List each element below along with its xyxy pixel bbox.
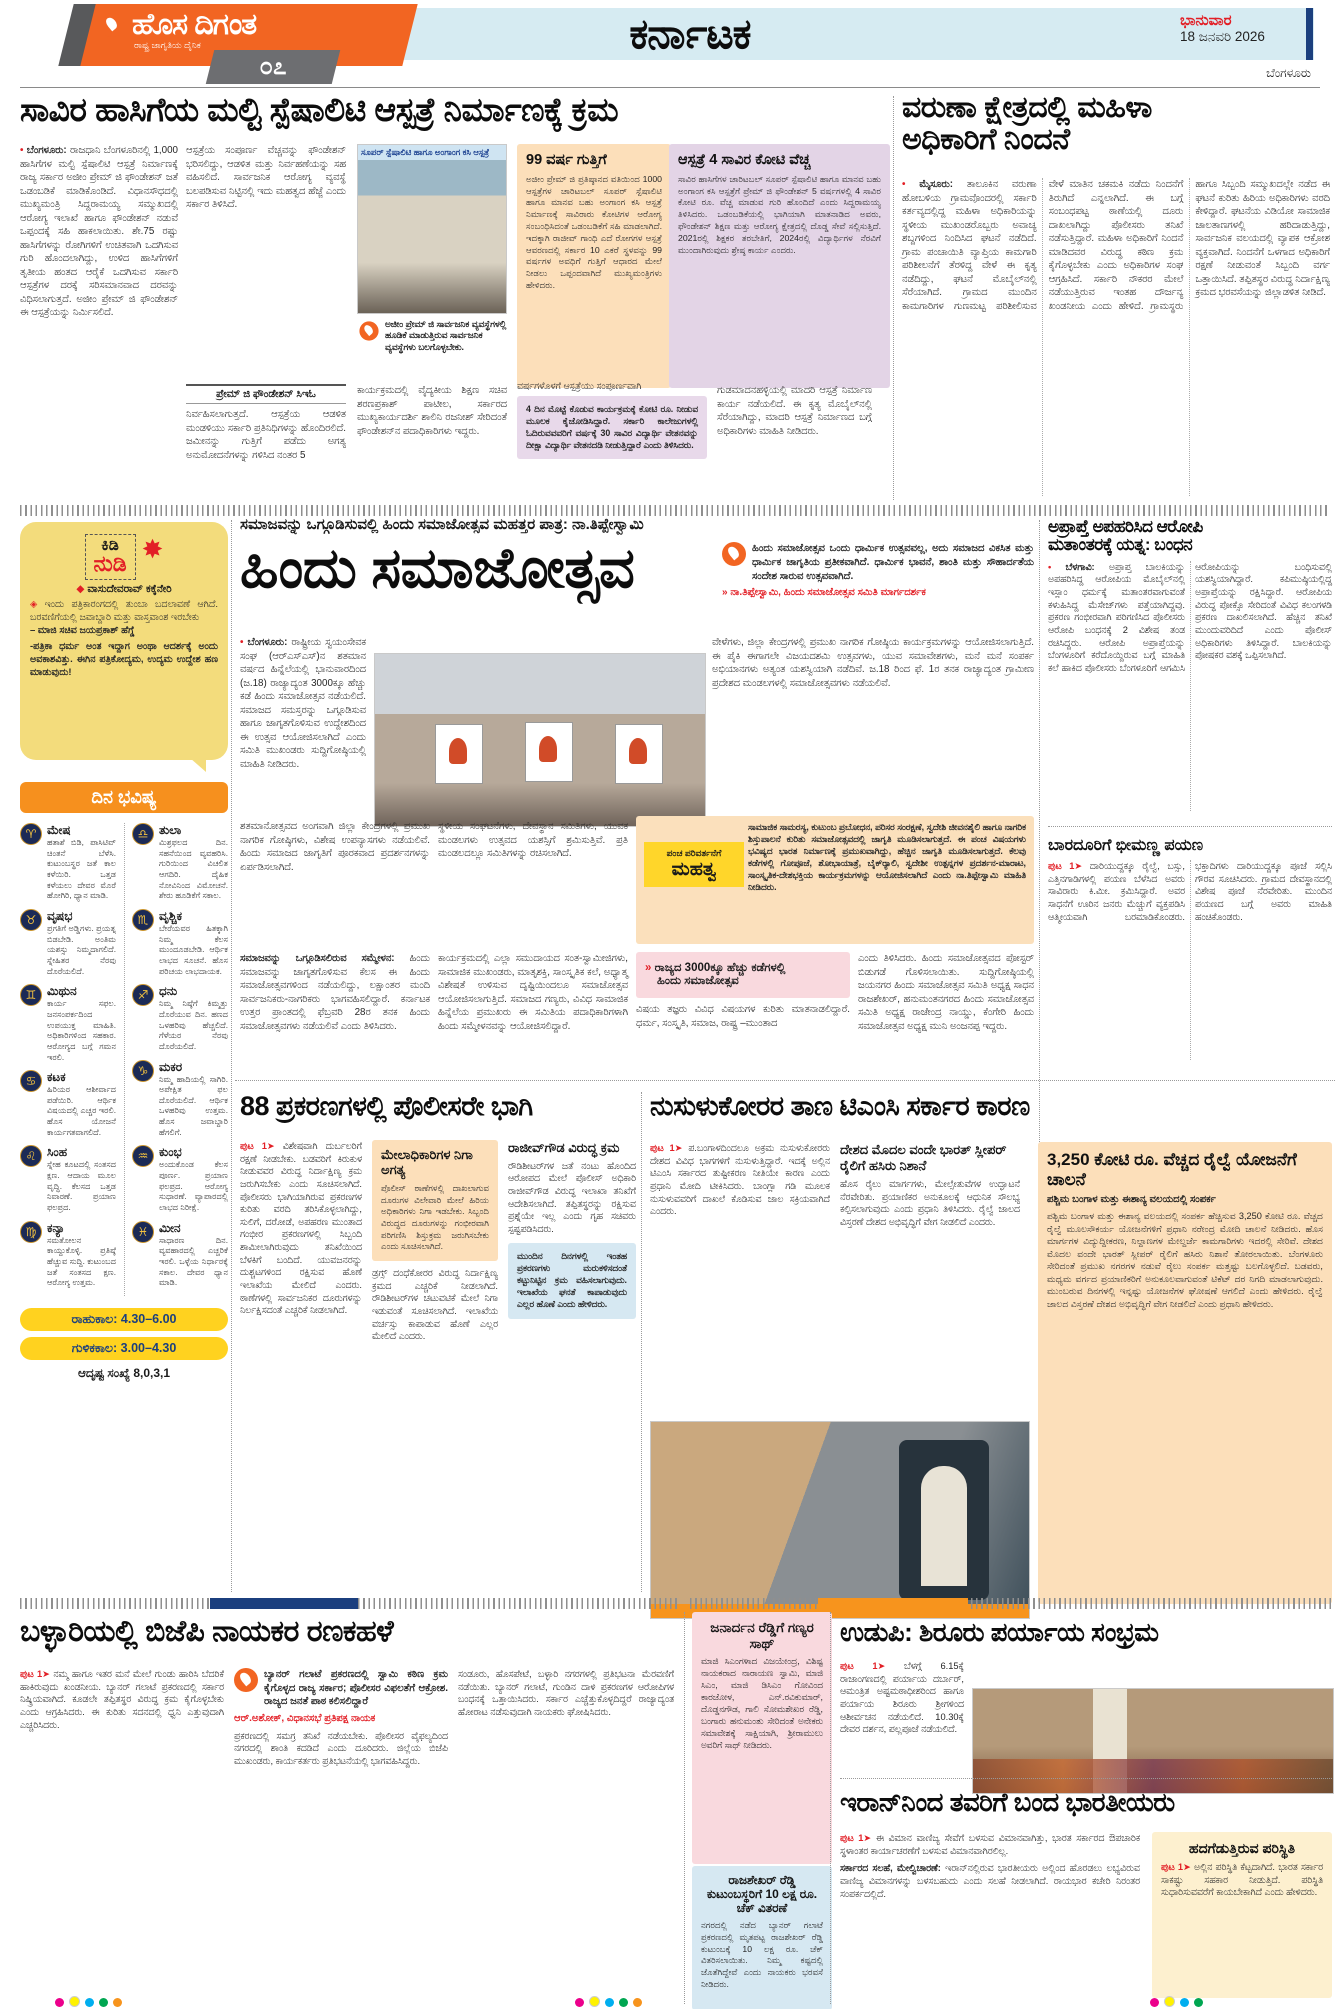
police88-col2: ಮೇಲಾಧಿಕಾರಿಗಳ ನಿಗಾ ಅಗತ್ಯ ಪೊಲೀಸ್ ಠಾಣೆಗಳಲ್ಲಿ ದಾಖಲಾಗುವ ದೂರುಗಳ ವಿಲೇವಾರಿ ಮೇಲೆ ಹಿರಿಯ ಅಧಿಕಾರಿಗಳು ನಿಗಾ ಇಡಬೇಕು. ಸಿಬ್ಬಂದಿ ವಿರುದ್ಧದ ದೂರುಗಳನ್ನು ಗಂಭೀರವಾಗಿ ಪರಿಗಣಿಸಿ ಶಿಸ್ತುಕ್ರಮ ಜರುಗಿಸಬೇಕು ಎಂದು ಸೂಚಿಸಲಾಗಿದೆ. ಡ್ರಗ್ಸ್ ದಂಧೆಕೋರರ ವಿರುದ್ಧ ನಿರ್ದಾಕ್ಷಿಣ್ಯ ಕ್ರಮದ ಎಚ್ಚರಿಕೆ ನೀಡಲಾಗಿದೆ. ರೌಡಿಶೀಟರ್‌ಗಳ ಚಟುವಟಿಕೆ ಮೇಲೆ ನಿಗಾ ಇಡುವಂತೆ ಸೂಚಿಸಲಾಗಿದೆ. ಇಲಾಖೆಯ ವರ್ಚಸ್ಸು ಕಾಪಾಡುವ ಹೊಣೆ ಎಲ್ಲರ ಮೇಲಿದೆ ಎಂದರು. [372,1140,498,1343]
reddy-cheque-title: ರಾಜಶೇಖರ್ ರೆಡ್ಡಿ ಕುಟುಂಬಸ್ಥರಿಗೆ 10 ಲಕ್ಷ ರೂ. ಚೆಕ್ ವಿತರಣೆ [706,1873,818,1915]
article-varuna [902,92,1330,504]
section-divider [20,505,1330,516]
article-tmc [650,1092,1332,1592]
hospital-ceo-attrib: ಪ್ರೇಮ್ ಜಿ ಫೌಂಡೇಶನ್ ಸಿಇಓ ನಿರ್ವಹಿಸಲಾಗುತ್ತದೆ. ಆಸ್ಪತ್ರೆಯ ಆಡಳಿತ ಮಂಡಳಿಯು ಸರ್ಕಾರಿ ಪ್ರತಿನಿಧಿಗಳನ್ನು ಹೊಂದಿರಲಿದೆ. ಜಮೀನನ್ನು ಗುತ್ತಿಗೆ ಪಡೆದು ಅಗತ್ಯ ಅನುಮೋದನೆಗಳನ್ನು ಗಳಿಸಿದ ನಂತರ 5 [186,384,346,462]
bellary-headline: ಬಳ್ಳಾರಿಯಲ್ಲಿ ಬಿಜೆಪಿ ನಾಯಕರ ರಣಕಹಳೆ [20,1615,394,1648]
lucky-number: ಆದೃಷ್ಟ ಸಂಖ್ಯೆ 8,0,3,1 [77,1366,171,1380]
bellary-col2: ಪ್ರಕರಣದಲ್ಲಿ ಸಮಗ್ರ ತನಿಖೆ ನಡೆಯಬೇಕು. ಪೊಲೀಸರ ವೈಫಲ್ಯದಿಂದ ನಗರದಲ್ಲಿ ಶಾಂತಿ ಕದಡಿದೆ ಎಂದು ದೂರಿದರು. ಜಿಲ್ಲೆಯ ಬಿಜೆಪಿ ಮುಖಂಡರು, ಕಾರ್ಯಕರ್ತರು ಪ್ರತಿಭಟನೆಯಲ್ಲಿ ಭಾಗವಹಿಸಿದ್ದರು. [234,1730,448,1767]
sagittarius-icon: ♐ [132,984,154,1006]
masthead [0,0,1339,88]
police88-headline: 88 ಪ್ರಕರಣಗಳಲ್ಲಿ ಪೊಲೀಸರೇ ಭಾಗಿ [240,1091,533,1121]
samajotsava-headline: ಹಿಂದು ಸಮಾಜೋತ್ಸವ [240,536,635,599]
samajotsava-sub1: ಸಮಾಜವನ್ನು ಒಗ್ಗೂಡಿಸಲಿರುವ ಸಮ್ಮೇಳನ: ಹಿಂದು ಸಮಾಜವನ್ನು ಜಾಗೃತಗೊಳಿಸುವ ಕೆಲಸ ಈ ಹಿಂದು ಸಮಾಜೋತ್ಸವಗಳಿಂದ ನಡೆಯಲಿದ್ದು, ಲಕ್ಷಾಂತರ ಮಂದಿ ಸಾರ್ವಜನಿಕರು-ನಾಗರಿಕರು ಭಾಗವಹಿಸಲಿದ್ದಾರೆ. ಕರ್ನಾಟಕ ಉತ್ತರ ಪ್ರಾಂತದಲ್ಲಿ ಫೆಬ್ರವರಿ 28ರ ತನಕ ಹಿಂದು ಸಮಾಜೋತ್ಸವಗಳು ನಡೆಯಲಿವೆ ಎಂದು ತಿಳಿಸಿದರು. [240,953,430,1032]
box-99-body: ಅಜೀಂ ಪ್ರೇಮ್ ಜಿ ಪ್ರತಿಷ್ಠಾನದ ವತಿಯಿಂದ 1000 ಆಸ್ಪತ್ರೆಗಳ ಚಾರಿಟಬಲ್ ಸೂಪರ್ ಸ್ಪೆಷಾಲಿಟಿ ಹಾಗೂ ಮಾನವ ಬಹು ಅಂಗಾಂಗ ಕಸಿ ಆಸ್ಪತ್ರೆ ನಿರ್ಮಾಣಕ್ಕೆ ಸಾವಿರಾರು ಕೋಟಿಗಳ ಆರೋಗ್ಯ ಸಂಬಂಧಿಸಿದಂತೆ ಒಡಂಬಡಿಕೆಗೆ ಸಹಿ ಮಾಡಲಾಗಿದೆ. ಇದಕ್ಕಾಗಿ ರಾಜೀವ್ ಗಾಂಧಿ ಎದೆ ರೋಗಗಳ ಆಸ್ಪತ್ರೆ ಆವರಣದಲ್ಲಿ ಸರ್ಕಾರ 10 ಎಕರೆ ಸ್ಥಳವನ್ನು 99 ವರ್ಷಗಳ ಅವಧಿಗೆ ಗುತ್ತಿಗೆ ಆಧಾರದ ಮೇಲೆ ನೀಡಲು ಒಪ್ಪಂದವಾಗಿದೆ ಮುಖ್ಯಮಂತ್ರಿಗಳು ಹೇಳಿದರು. [526,173,662,291]
box-4000-body: ಸಾವಿರ ಹಾಸಿಗೆಗಳ ಚಾರಿಟಬಲ್ ಸೂಪರ್ ಸ್ಪೆಷಾಲಿಟಿ ಹಾಗೂ ಮಾನವ ಬಹು ಅಂಗಾಂಗ ಕಸಿ ಆಸ್ಪತ್ರೆಗೆ ಪ್ರೇಮ್ ಜಿ ಫೌಂಡೇಶನ್ 5 ವರ್ಷಗಳಲ್ಲಿ 4 ಸಾವಿರ ಕೋಟಿ ರೂ. ವೆಚ್ಚ ಮಾಡುವ ಗುರಿ ಹೊಂದಿದೆ ಎಂದು ಸಿದ್ದರಾಮಯ್ಯ ತಿಳಿಸಿದರು. ಒಡಂಬಡಿಕೆಯಲ್ಲಿ ಭಾಗಿಯಾಗಿ ಮಾತನಾಡಿದ ಅವರು, ಫೌಂಡೇಶನ್ ಶಿಕ್ಷಣ ಮತ್ತು ಆರೋಗ್ಯ ಕ್ಷೇತ್ರದಲ್ಲಿ ದೊಡ್ಡ ಸೇವೆ ಸಲ್ಲಿಸುತ್ತಿದೆ. 2021ರಲ್ಲಿ ಶಿಕ್ಷಕರ ತರಬೇತಿಗೆ, 2024ರಲ್ಲಿ ವಿದ್ಯಾರ್ಥಿಗಳ ನೆರವಿಗೆ ಮುಂದಾಗಿರುವುದು ಶ್ರೇಷ್ಠ ಕಾರ್ಯ ಎಂದರು. [678,173,881,255]
pisces-icon: ♓ [132,1221,154,1243]
rahu-kala: ರಾಹುಕಾಲ: 4.30–6.00 [20,1308,228,1331]
egg-note-text: 4 ದಿನ ಮೊಟ್ಟೆ ಕೊಡುವ ಕಾರ್ಯಕ್ರಮಕ್ಕೆ ಕೋಟಿ ರೂ. ನೀಡುವ ಮೂಲಕ ಕೈಜೋಡಿಸಿದ್ದಾರೆ. ಸರ್ಕಾರಿ ಕಾಲೇಜುಗಳಲ್ಲಿ ಓದಿರುವವವರಿಗೆ ವರ್ಷಕ್ಕೆ 30 ಸಾವಿರ ವಿದ್ಯಾರ್ಥಿ ವೇತನವನ್ನು ದೀಕ್ಷಾ ವಿದ್ಯಾರ್ಥಿ ವೇತನದಡಿ ನೀಡುತ್ತಿದ್ದಾರೆ ಎಂದು ತಿಳಿಸಿದರು. [526,403,698,450]
diamond-icon: ◈ [30,599,45,610]
bellary-callout-by: ಆರ್.ಅಶೋಕ್, ವಿಧಾನಸಭೆ ಪ್ರತಿಪಕ್ಷ ನಾಯಕ [234,1712,376,1724]
bheemanna-body: ದಾರಿಯುದ್ದಕ್ಕೂ ರೈಲ್ವೆ, ಬಸ್ಸು, ಎತ್ತಿನಗಾಡಿಗಳಲ್ಲಿ ಪಯಣ ಬೆಳೆಸಿದ ಅವರು ಸಾವಿರಾರು ಕಿ.ಮೀ. ಕ್ರಮಿಸಿದ್ದಾರೆ. ಅವರ ಸಾಧನೆಗೆ ಊರಿನ ಜನರು ಮೆಚ್ಚುಗೆ ವ್ಯಕ್ತಪಡಿಸಿ ಆತ್ಮೀಯವಾಗಿ ಬರಮಾಡಿಕೊಂಡರು. ಭಕ್ತಾದಿಗಳು ದಾರಿಯುದ್ದಕ್ಕೂ ಪೂಜೆ ಸಲ್ಲಿಸಿ ಗೌರವ ಸೂಚಿಸಿದರು. ಗ್ರಾಮದ ದೇವಸ್ಥಾನದಲ್ಲಿ ವಿಶೇಷ ಪೂಜೆ ನೆರವೇರಿತು. ಮುಂದಿನ ಪಯಣದ ಬಗ್ಗೆ ಅವರು ಮಾಹಿತಿ ಹಂಚಿಕೊಂಡರು. [1048,861,1332,922]
kidi-author: ◆ ವಾಸುದೇವರಾವ್ ಕಕ್ಕೆನೇರಿ [76,583,172,595]
hospital-headline: ಸಾವಿರ ಹಾಸಿಗೆಯ ಮಲ್ಟಿ ಸ್ಪೆಷಾಲಿಟಿ ಆಸ್ಪತ್ರೆ ನಿರ್ಮಾಣಕ್ಕೆ ಕ್ರಮ [20,91,619,128]
date-label: 18 ಜನವರಿ 2026 [1180,29,1265,44]
box-99-title: 99 ವರ್ಷ ಗುತ್ತಿಗೆ [526,152,607,168]
zodiac-item: ♎ ತುಲಾ ಮಿಶ್ರಫಲದ ದಿನ. ಸಹನೆಯಿಂದ ವ್ಯವಹರಿಸಿ. ಗುರಿಯಿಂದ ವಿಚಲಿತ ಆಗದಿರಿ. ದೈಹಿಕ ನೋವಿನಿಂದ ವಿಮೋಚನೆ. ಶೇರು ಹೂಡಿಕೆಗೆ ಸಕಾಲ. [132,823,228,902]
samajotsava-intro: ಹಿಂದು ಸಮಾಜೋತ್ಸವ ಒಂದು ಧಾರ್ಮಿಕ ಉತ್ಸವವಲ್ಲ, ಅದು ಸಮಾಜದ ವಿಕಸಿತ ಮತ್ತು ಧಾರ್ಮಿಕ ಜಾಗೃತಿಯ ಪ್ರತೀಕವಾಗಿದೆ. ಧಾರ್ಮಿಕ ಭಾವನೆ, ಶಾಂತಿ ಮತ್ತು ಸೌಹಾರ್ದತೆಯ ಸಂದೇಶ ಸಾರುವ ಉತ್ಸವವಾಗಿದೆ. » ನಾ.ತಿಪ್ಪೇಸ್ವಾಮಿ, ಹಿಂದು ಸಮಾಜೋತ್ಸವ ಸಮಿತಿ ಮಾರ್ಗದರ್ಶಕ [722,543,1034,599]
mahatva-label: ಪಂಚ ಪರಿವರ್ತನೆಗೆ ಮಹತ್ವ [644,842,744,887]
col-separator [231,520,232,1592]
paper-tagline: ರಾಷ್ಟ್ರ ಜಾಗೃತಿಯ ದೈನಿಕ [134,40,201,50]
article-bellary [20,1616,678,2002]
photo-hospital-mou [357,144,507,314]
poster-mark [539,736,557,762]
box-4000-title: ಆಸ್ಪತ್ರೆ 4 ಸಾವಿರ ಕೋಟಿ ವೆಚ್ಚ [678,152,811,168]
kidi-nudi-box [20,522,228,760]
gemini-icon: ♊ [20,984,42,1006]
libra-icon: ♎ [132,823,154,845]
leo-icon: ♌ [20,1145,42,1167]
iran-subhead: ಸರ್ಕಾರದ ಸಲಹೆ, ಮೇಲ್ವಿಚಾರಣೆ: [840,1863,941,1874]
samajotsava-mid1: ಶತಮಾನೋತ್ಸವದ ಅಂಗವಾಗಿ ಜಿಲ್ಲಾ ಕೇಂದ್ರಗಳಲ್ಲಿ ಪ್ರಮುಖ ನಾಗರಿಕ ಗೋಷ್ಠಿಗಳು, ವಿಶೇಷ ಉಪನ್ಯಾಸಗಳು ನಡೆಯಲಿವೆ. ಹಿಂದು ಸಮಾಜದ ಜಾಗೃತಿಗೆ ಪೂರಕವಾದ ಪ್ರದರ್ಶನಗಳನ್ನು ಏರ್ಪಡಿಸಲಾಗಿದೆ. [240,821,430,873]
rule [1048,826,1332,827]
flame-icon [234,1668,258,1692]
mahatva-banner [636,816,1034,944]
rule [235,1080,1335,1081]
varuna-headline: ವರುಣಾ ಕ್ಷೇತ್ರದಲ್ಲಿ ಮಹಿಳಾ ಅಧಿಕಾರಿಗೆ ನಿಂದನೆ [902,91,1152,157]
samajotsava-mid2: ಸ್ಥಳೀಯ ಸಂಘಟನೆಗಳು, ದೇವಸ್ಥಾನ ಸಮಿತಿಗಳು, ಯುವಕ ಮಂಡಲಗಳು ಉತ್ಸವದ ಯಶಸ್ಸಿಗೆ ಶ್ರಮಿಸುತ್ತಿವೆ. ಪ್ರತಿ ಮಂಡಲದಲ್ಲೂ ಸಮಿತಿಗಳನ್ನು ರಚಿಸಲಾಗಿದೆ. [438,821,628,860]
divider-orange-segment [818,1598,968,1609]
sidebar [20,522,228,1380]
iran-headline: ಇರಾನ್‌ನಿಂದ ತವರಿಗೆ ಬಂದ ಭಾರತೀಯರು [840,1787,1175,1817]
zodiac-item: ♑ ಮಕರ ನಿಮ್ಮ ಹಾದಿಯಲ್ಲಿ ಸಾಗಿರಿ. ಅಪೇಕ್ಷಿತ ಫಲ ದೊರೆಯಲಿದೆ. ಆರ್ಥಿಕ ಒಳಹರಿವು ಉತ್ತಮ. ಹೊಸ ಜವಾಬ್ದಾರಿ ಹೆಗಲಿಗೆ. [132,1060,228,1139]
aquarius-icon: ♒ [132,1145,154,1167]
reddy-support-title: ಜನಾರ್ದನ ರೆಡ್ಡಿಗೆ ಗಣ್ಯರ ಸಾಥ್ [710,1620,814,1651]
article-police88 [240,1092,636,1592]
bottom-divider-right [690,1598,1335,1609]
registration-dots-right [1150,1994,1208,2009]
box-4000-crore [669,144,890,388]
zodiac-item: ♐ ಧನು ನಿಮ್ಮ ನಿಷ್ಠೆಗೆ ಕಿಮ್ಮತ್ತು ದೊರೆಯುವ ದಿನ. ಹಣದ ಒಳಹರಿವು ಹೆಚ್ಚಲಿದೆ. ಗೆಳೆಯರ ನೆರವು ದೊರೆಯಲಿದೆ. [132,984,228,1052]
bottom-divider-left [20,1598,680,1609]
hospital-dateline: • ಬೆಂಗಳೂರು: [20,145,67,156]
zodiac-item: ♒ ಕುಂಭ ಅಂದುಕೊಂಡ ಕೆಲಸ ಪೂರ್ಣ. ಪ್ರಯಾಣ ಫಲಪ್ರದ. ಆರೋಗ್ಯ ಸುಧಾರಣೆ. ವ್ಯಾಪಾರದಲ್ಲಿ ಲಾಭದ ನಿರೀಕ್ಷೆ. [132,1145,228,1213]
hospital-photo-caption: ಅಜೀಂ ಪ್ರೇಮ್ ಜಿ ಸಾರ್ವಜನಿಕ ವ್ಯವಸ್ಥೆಗಳಲ್ಲಿ ಹೂಡಿಕೆ ಮಾಡುತ್ತಿರುವ ಸಾರ್ವಜನಿಕ ವ್ಯವಸ್ಥೆಗಳು ಬಲಗೊಳ್ಳಬೇಕು. [385,319,507,352]
virgo-icon: ♍ [20,1221,42,1243]
varuna-dateline: • ಮೈಸೂರು: [902,179,953,190]
caption-bullet: » [722,587,728,599]
nudi-title: ನುಡಿ [93,551,127,576]
divider-navy-segment [210,1598,358,1609]
article-kidnap [1048,518,1332,818]
hospital-col2: ಆಸ್ಪತ್ರೆಯ ಸಂಪೂರ್ಣ ವೆಚ್ಚವನ್ನು ಫೌಂಡೇಶನ್ ಭರಿಸಲಿದ್ದು, ಆಡಳಿತ ಮತ್ತು ನಿರ್ವಹಣೆಯನ್ನು ಸಹ ವಹಿಸಲಿದೆ. ಸಾರ್ವಜನಿಕ ಆರೋಗ್ಯ ವ್ಯವಸ್ಥೆ ಬಲಪಡಿಸುವ ನಿಟ್ಟಿನಲ್ಲಿ ಇದು ಮಹತ್ವದ ಹೆಜ್ಜೆ ಎಂದು ಸರ್ಕಾರ ತಿಳಿಸಿದೆ. [186,145,346,211]
photo-samajotsava-pressmeet [374,653,706,827]
box-99-lease [517,144,671,388]
tmc-col2: ದೇಶದ ಮೊದಲ ವಂದೇ ಭಾರತ್ ಸ್ಲೀಪರ್ ರೈಲಿಗೆ ಹಸಿರು ನಿಶಾನೆ ಹೊಸ ರೈಲು ಮಾರ್ಗಗಳು, ಮೇಲ್ಸೇತುವೆಗಳ ಉದ್ಘಾಟನೆ ನೆರವೇರಿತು. ಪ್ರಯಾಣಿಕರ ಅನುಕೂಲಕ್ಕೆ ಆಧುನಿಕ ಸೌಲಭ್ಯ ಕಲ್ಪಿಸಲಾಗುವುದು ಎಂದು ಪ್ರಧಾನಿ ತಿಳಿಸಿದರು. ರೈಲ್ವೆ ಜಾಲದ ವಿಸ್ತರಣೆ ದೇಶದ ಅಭಿವೃದ್ಧಿಗೆ ವೇಗ ನೀಡಲಿದೆ ಎಂದರು. [840,1142,1020,1228]
article-samajotsava [240,516,1034,1076]
police88-col3: ರಾಜೀವ್‌ಗೌಡ ವಿರುದ್ಧ ಕ್ರಮ ರೌಡಿಶೀಟರ್‌ಗಳ ಜತೆ ನಂಟು ಹೊಂದಿದ ಆರೋಪದ ಮೇಲೆ ಪೊಲೀಸ್ ಅಧಿಕಾರಿ ರಾಜೀವ್‌ಗೌಡ ವಿರುದ್ಧ ಇಲಾಖಾ ತನಿಖೆಗೆ ಆದೇಶಿಸಲಾಗಿದೆ. ತಪ್ಪಿತಸ್ಥರನ್ನು ರಕ್ಷಿಸುವ ಪ್ರಶ್ನೆಯೇ ಇಲ್ಲ ಎಂದು ಗೃಹ ಸಚಿವರು ಸ್ಪಷ್ಟಪಡಿಸಿದರು. ಮುಂದಿನ ದಿನಗಳಲ್ಲಿ ಇಂತಹ ಪ್ರಕರಣಗಳು ಮರುಕಳಿಸದಂತೆ ಕಟ್ಟುನಿಟ್ಟಿನ ಕ್ರಮ ವಹಿಸಲಾಗುವುದು. ಇಲಾಖೆಯ ಘನತೆ ಕಾಪಾಡುವುದು ಎಲ್ಲರ ಹೊಣೆ ಎಂದು ಹೇಳಿದರು. [508,1140,636,1319]
samajotsava-col1: • ಬೆಂಗಳೂರು: ರಾಷ್ಟ್ರೀಯ ಸ್ವಯಂಸೇವಕ ಸಂಘ (ಆರ್‌ಎಸ್‌ಎಸ್)ನ ಶತಮಾನ ವರ್ಷದ ಹಿನ್ನೆಲೆಯಲ್ಲಿ ಭಾನುವಾರದಿಂದ (ಜ.18) ರಾಜ್ಯಾದ್ಯಂತ 3000ಕ್ಕೂ ಹೆಚ್ಚು ಕಡೆ ಹಿಂದು ಸಮಾಜೋತ್ಸವ ನಡೆಯಲಿದೆ. ಸಮಾಜದ ಸಮಸ್ತರನ್ನು ಒಗ್ಗೂಡಿಸುವ ಹಾಗೂ ಜಾಗೃತಗೊಳಿಸುವ ಉದ್ದೇಶದಿಂದ ಈ ಉತ್ಸವ ಆಯೋಜಿಸಲಾಗಿದೆ ಎಂದು ಸಮಿತಿ ಮುಖಂಡರು ಸುದ್ದಿಗೋಷ್ಠಿಯಲ್ಲಿ ಮಾಹಿತಿ ನೀಡಿದರು. [240,636,366,812]
rule [840,1778,1332,1779]
article-iran [840,1788,1332,2002]
samajotsava-sub4: ಎಂದು ತಿಳಿಸಿದರು. ಹಿಂದು ಸಮಾಜೋತ್ಸವದ ಪೋಸ್ಟರ್ ಬಿಡುಗಡೆ ಗೊಳಿಸಲಾಯಿತು. ಸುದ್ದಿಗೋಷ್ಠಿಯಲ್ಲಿ ಜಯನಗರ ಹಿಂದು ಸಮಾಜೋತ್ಸವ ಸಮಿತಿ ಅಧ್ಯಕ್ಷ ಸಾಧನ ರಾಜಶೇಖರ್, ಹನುಮಂತನಗರದ ಹಿಂದು ಸಮಾಜೋತ್ಸವ ಸಮಿತಿ ಅಧ್ಯಕ್ಷ ರಾಜೇಂದ್ರ ನಾಯ್ಡು, ಕೆಂಗೇರಿ ಹಿಂದು ಸಮಾಜೋತ್ಸವ ಅಧ್ಯಕ್ಷ ಮುನಿ ಅಂಜನಪ್ಪ ಇದ್ದರು. [858,953,1034,1032]
zodiac-item: ♊ ಮಿಥುನ ಕಾರ್ಯ ಸಫಲ. ಜನಸಂಪರ್ಕದಿಂದ ಉಪಯುಕ್ತ ಮಾಹಿತಿ. ಅಧಿಕಾರಿಗಳಿಂದ ಸಹಕಾರ. ಆರೋಗ್ಯದ ಬಗ್ಗೆ ಗಮನ ಇರಲಿ. [20,984,116,1063]
bubble-tail [190,758,206,772]
taurus-icon: ♉ [20,909,42,931]
capricorn-icon: ♑ [132,1060,154,1082]
box-3000-events: » ರಾಜ್ಯದ 3000ಕ್ಕೂ ಹೆಚ್ಚು ಕಡೆಗಳಲ್ಲಿ ಹಿಂದು ಸಮಾಜೋತ್ಸವ [636,952,850,998]
masthead-rule [20,87,1320,88]
hospital-bb3: ವರ್ಷಗಳೊಳಗೆ ಆಸ್ಪತ್ರೆಯು ಸಂಪೂರ್ಣವಾಗಿ 4 ದಿನ ಮೊಟ್ಟೆ ಕೊಡುವ ಕಾರ್ಯಕ್ರಮಕ್ಕೆ ಕೋಟಿ ರೂ. ನೀಡುವ ಮೂಲಕ ಕೈಜೋಡಿಸಿದ್ದಾರೆ. ಸರ್ಕಾರಿ ಕಾಲೇಜುಗಳಲ್ಲಿ ಓದಿರುವವವರಿಗೆ ವರ್ಷಕ್ಕೆ 30 ಸಾವಿರ ವಿದ್ಯಾರ್ಥಿ ವೇತನವನ್ನು ದೀಕ್ಷಾ ವಿದ್ಯಾರ್ಥಿ ವೇತನದಡಿ ನೀಡುತ್ತಿದ್ದಾರೆ ಎಂದು ತಿಳಿಸಿದರು. [517,380,707,459]
col-separator [684,1612,685,2004]
registration-dots-left [55,1994,127,2009]
samajotsava-pinkcol [636,952,850,1030]
box-railway [1038,1142,1332,1604]
zodiac-item: ♏ ವೃಶ್ಚಿಕ ಬೇರೆಯವರ ಹಿತಕ್ಕಾಗಿ ನಿಮ್ಮ ಕೆಲಸ ಮುಂದೂಡಬೇಡಿ. ಆರ್ಥಿಕ ಲಾಭದ ಸೂಚನೆ. ಹೊಸ ಪರಿಚಯ ಲಾಭದಾಯಕ. [132,909,228,977]
aries-icon: ♈ [20,823,42,845]
kidi-title: ಕಿಡಿ [101,537,119,554]
tmc-col1: ಪುಟ 1➤ ಪ.ಬಂಗಾಳದಿಂದಲೂ ಅಕ್ರಮ ನುಸುಳುಕೋರರು ದೇಶದ ವಿವಿಧ ಭಾಗಗಳಿಗೆ ನುಸುಳುತ್ತಿದ್ದಾರೆ. ಇದಕ್ಕೆ ಅಲ್ಲಿನ ಟಿಎಂಸಿ ಸರ್ಕಾರದ ತುಷ್ಟೀಕರಣ ನೀತಿಯೇ ಕಾರಣ ಎಂದು ಪ್ರಧಾನಿ ಮೋದಿ ಟೀಕಿಸಿದರು. ಬಾಂಗ್ಲಾ ಗಡಿ ಮೂಲಕ ನುಸುಳುವವರಿಗೆ ದಾಖಲೆ ಕೊಡಿಸುವ ಜಾಲ ಸಕ್ರಿಯವಾಗಿದೆ ಎಂದರು. [650,1143,830,1217]
hospital-col1: • ಬೆಂಗಳೂರು: ರಾಜಧಾನಿ ಬೆಂಗಳೂರಿನಲ್ಲಿ 1,000 ಹಾಸಿಗೆಗಳ ಮಲ್ಟಿ ಸ್ಪೆಷಾಲಿಟಿ ಆಸ್ಪತ್ರೆ ನಿರ್ಮಾಣಕ್ಕೆ ರಾಜ್ಯ ಸರ್ಕಾರ ಅಜೀಂ ಪ್ರೇಮ್ ಜಿ ಫೌಂಡೇಶನ್ ಜತೆ ಒಡಂಬಡಿಕೆ ಮಾಡಿಕೊಂಡಿದೆ. ವಿಧಾನಸೌಧದಲ್ಲಿ ಮುಖ್ಯಮಂತ್ರಿ ಸಿದ್ದರಾಮಯ್ಯ ಸಮ್ಮುಖದಲ್ಲಿ ಆರೋಗ್ಯ ಇಲಾಖೆ ಹಾಗೂ ಫೌಂಡೇಶನ್ ನಡುವೆ ಒಪ್ಪಂದಕ್ಕೆ ಸಹಿ ಹಾಕಲಾಯಿತು. ಶೇ.75 ರಷ್ಟು ಹಾಸಿಗೆಗಳನ್ನು ರೋಗಿಗಳಿಗೆ ಉಚಿತವಾಗಿ ಒದಗಿಸುವ ಗುರಿ ಹೊಂದಲಾಗಿದ್ದು, ಉಳಿದ ಹಾಸಿಗೆಗಳಿಗೆ ತೃತೀಯ ಹಂತದ ಆರೈಕೆ ಒದಗಿಸುವ ಸರ್ಕಾರಿ ಆಸ್ಪತ್ರೆಗಳ ದರಕ್ಕೆ ಸರಿಸಮಾನವಾದ ದರವನ್ನು ವಿಧಿಸಲಾಗುತ್ತದೆ. ಅಜೀಂ ಪ್ರೇಮ್ ಜಿ ಫೌಂಡೇಶನ್ ಈ ಆಸ್ಪತ್ರೆಯನ್ನು ನಿರ್ಮಿಸಲಿದೆ. [20,144,178,496]
col-separator [830,1612,831,2004]
masthead-band-endbar [1306,8,1313,60]
zodiac-item: ♈ ಮೇಷ ಹತಾಶೆ ಬಿಡಿ, ಪಾಸಿಟಿವ್ ಚಿಂತನೆ ಬೆಳೆಸಿ. ಕುಟುಂಬಸ್ಥರ ಜತೆ ಕಾಲ ಕಳೆಯಿರಿ. ಒತ್ತಡ ಕಳೆಯಲು ದೇವರ ಮೊರೆ ಹೋಗಿರಿ, ಧ್ಯಾನ ಮಾಡಿ. [20,823,116,902]
day-label: ಭಾನುವಾರ [1180,12,1232,29]
hospital-bb2: ಕಾರ್ಯಕ್ರಮದಲ್ಲಿ ವೈದ್ಯಕೀಯ ಶಿಕ್ಷಣ ಸಚಿವ ಶರಣಪ್ರಕಾಶ್ ಪಾಟೀಲ, ಸರ್ಕಾರದ ಮುಖ್ಯಕಾರ್ಯದರ್ಶಿ ಶಾಲಿನಿ ರಜನೀಶ್ ಸೇರಿದಂತೆ ಫೌಂಡೇಶನ್‌ನ ಪದಾಧಿಕಾರಿಗಳು ಇದ್ದರು. [357,385,507,437]
samajotsava-sub2: ಕಾರ್ಯಕ್ರಮದಲ್ಲಿ ಎಲ್ಲಾ ಸಮುದಾಯದ ಸಂತ-ಸ್ವಾಮೀಜಿಗಳು, ಸಾಮಾಜಿಕ ಮುಖಂಡರು, ಮಾತೃಶಕ್ತಿ, ಸಾಂಸ್ಕೃತಿಕ ಕಲೆ, ಅಧ್ಯಾತ್ಮ ವಿಶೇಷತೆ ಉಳಿಸುವ ದೃಷ್ಟಿಯಿಂದಲೂ ಸಮಾಜೋತ್ಸವ ಆಯೋಜಿಸಲಾಗುತ್ತಿದೆ. ಸಮಾಜದ ಗಣ್ಯರು, ವಿವಿಧ ಸಾಮಾಜಿಕ ಹಿನ್ನೆಲೆಯ ಪ್ರಮುಖರು ಈ ಸಮಿತಿಯ ಪದಾಧಿಕಾರಿಗಳಾಗಿ ಹಿಂದು ಸಮ್ಮೇಳನವನ್ನು ಆಯೋಜಿಸಲಿದ್ದಾರೆ. [438,953,628,1032]
bellary-col3: ಸಂಡೂರು, ಹೊಸಪೇಟೆ, ಬಳ್ಳಾರಿ ನಗರಗಳಲ್ಲಿ ಪ್ರತಿಭಟನಾ ಮೆರವಣಿಗೆ ನಡೆಯಿತು. ಬ್ಯಾನರ್ ಗಲಾಟೆ, ಗುಂಡಿನ ದಾಳಿ ಪ್ರಕರಣಗಳ ಆರೋಪಿಗಳ ಬಂಧನಕ್ಕೆ ಒತ್ತಾಯಿಸಿದರು. ಸರ್ಕಾರ ಎಚ್ಚೆತ್ತುಕೊಳ್ಳದಿದ್ದರೆ ರಾಜ್ಯಾದ್ಯಂತ ಹೋರಾಟ ನಡೆಸುವುದಾಗಿ ನಾಯಕರು ಘೋಷಿಸಿದರು. [458,1669,674,1717]
page-number-plate [206,50,340,84]
zodiac-item: ♌ ಸಿಂಹ ಸ್ನೇಹ ಕೂಟದಲ್ಲಿ ಸಂತಸದ ಕ್ಷಣ. ಆದಾಯ ಮೂಲ ವೃದ್ಧಿ. ಕೆಲಸದ ಒತ್ತಡ ನಿವಾರಣೆ. ಪ್ರಯಾಣ ಫಲಪ್ರದ. [20,1145,116,1213]
bellary-col1: ಪುಟ 1➤ ನಮ್ಮ ಹಾಗೂ ಇತರ ಮನೆ ಮೇಲೆ ಗುಂಡು ಹಾರಿಸಿ ಬೆದರಿಕೆ ಹಾಕಿರುವುದು ಖಂಡನೀಯ. ಬ್ಯಾನರ್ ಗಲಾಟೆ ಪ್ರಕರಣದಲ್ಲಿ ಸರ್ಕಾರ ನಿಷ್ಕ್ರಿಯವಾಗಿದೆ. ಕೂಡಲೇ ತಪ್ಪಿತಸ್ಥರ ವಿರುದ್ಧ ಕ್ರಮ ಕೈಗೊಳ್ಳಬೇಕು ಎಂದು ಆಗ್ರಹಿಸಿದರು. ಈ ಕುರಿತು ಸದನದಲ್ಲಿ ಧ್ವನಿ ಎತ್ತುವುದಾಗಿ ಎಚ್ಚರಿಸಿದರು. [20,1669,225,1730]
railway-subtitle: ಪಶ್ಚಿಮ ಬಂಗಾಳ ಮತ್ತು ಈಶಾನ್ಯ ವಲಯದಲ್ಲಿ ಸಂಪರ್ಕ [1047,1194,1216,1206]
samajotsava-colr: ವೇಳೆಗಳು, ಜಿಲ್ಲಾ ಕೇಂದ್ರಗಳಲ್ಲಿ ಪ್ರಮುಖ ನಾಗರಿಕ ಗೋಷ್ಠಿಯ ಕಾರ್ಯಕ್ರಮಗಳನ್ನು ಆಯೋಜಿಸಲಾಗುತ್ತಿದೆ. ಈ ಪೈಕಿ ಈಗಾಗಲೇ ವಿಜಯದಶಮಿ ಉತ್ಸವಗಳು, ಯುವ ಸಮಾವೇಶಗಳು, ಮನೆ ಮನೆ ಸಂಪರ್ಕ ಅಭಿಯಾನಗಳು ಅತ್ಯಂತ ಯಶಸ್ವಿಯಾಗಿ ನಡೆದಿವೆ. ಜ.18 ರಿಂದ ಫೆ. 1ರ ತನಕ ರಾಜ್ಯಾದ್ಯಂತ ಗ್ರಾಮೀಣ ಪ್ರದೇಶದ ಮಂಡಲಗಳಲ್ಲಿ ಸಮಾಜೋತ್ಸವಗಳು ನಡೆಯಲಿವೆ. [712,637,1034,689]
box-egg-note [517,396,707,460]
flame-icon [722,542,746,566]
zodiac-item: ♋ ಕಟಕ ಹಿರಿಯರ ಆಶೀರ್ವಾದ ಪಡೆಯಿರಿ. ಆರ್ಥಿಕ ವಿಷಯದಲ್ಲಿ ಎಚ್ಚರ ಇರಲಿ. ಹೊಸ ಯೋಜನೆ ಕಾರ್ಯಗತವಾಗಲಿದೆ. [20,1070,116,1138]
zodiac-item: ♉ ವೃಷಭ ಪ್ರಗತಿಗೆ ಅಡ್ಡಿಗಳು. ಪ್ರಯತ್ನ ಬಿಡಬೇಡಿ. ಅಂತಿಮ ಯಶಸ್ಸು ನಿಮ್ಮದಾಗಲಿದೆ. ಸ್ನೇಹಿತರ ನೆರವು ದೊರೆಯಲಿದೆ. [20,909,116,977]
udupi-headline: ಉಡುಪಿ: ಶಿರೂರು ಪರ್ಯಾಯ ಸಂಭ್ರಮ [840,1617,1159,1647]
udupi-body: ಪುಟ 1➤ ಬೆಳಗ್ಗೆ 6.15ಕ್ಕೆ ರಾಜಾಂಗಣದಲ್ಲಿ ಪರ್ಯಾಯ ದರ್ಬಾರ್, ಆಮಂತ್ರಿತ ಅಷ್ಟಮಠಾಧೀಶರಿಂದ ಹಾಗೂ ಪರ್ಯಾಯ ಶಿರೂರು ಶ್ರೀಗಳಿಂದ ಆಶೀರ್ವಚನ ನಡೆಯಲಿದೆ. 10.30ಕ್ಕೆ ದೇವರ ದರ್ಶನ, ಪಲ್ಲಪೂಜೆ ನಡೆಯಲಿದೆ. [840,1661,964,1735]
tmc-headline: ನುಸುಳುಕೋರರ ತಾಣ ಟಿಎಂಸಿ ಸರ್ಕಾರ ಕಾರಣ [650,1091,1030,1121]
article-hospital [20,92,890,504]
horoscope-col-b [124,823,228,1296]
star-icon: ✸ [141,534,164,564]
kidnap-body: • ಬೆಳಗಾವಿ: ಅಪ್ರಾಪ್ತ ಬಾಲಕಿಯನ್ನು ಅಪಹರಿಸಿದ್ದ ಆರೋಪಿಯ ಮೊಬೈಲ್‌ನಲ್ಲಿ ಇಸ್ಲಾಂ ಧರ್ಮಕ್ಕೆ ಮತಾಂತರವಾಗುವಂತೆ ಕಳುಹಿಸಿದ್ದ ಮೆಸೇಜ್‌ಗಳು ಪತ್ತೆಯಾಗಿದ್ದವು. ಪ್ರಕರಣ ಗಂಭೀರವಾಗಿ ಪರಿಗಣಿಸಿದ ಪೊಲೀಸರು ಆರೋಪಿ ಬಂಧನಕ್ಕೆ 2 ವಿಶೇಷ ತಂಡ ರಚಿಸಿದ್ದರು. ಆರೋಪಿ ಅಪ್ರಾಪ್ತೆಯನ್ನು ಬೆಂಗಳೂರಿಗೆ ಕರೆದೊಯ್ದಿರುವ ಬಗ್ಗೆ ಮಾಹಿತಿ ಕಲೆ ಹಾಕಿದ ಪೊಲೀಸರು ಬೆಂಗಳೂರಿಗೆ ಆಗಮಿಸಿ ಆರೋಪಿಯನ್ನು ಬಂಧಿಸುವಲ್ಲಿ ಯಶಸ್ವಿಯಾಗಿದ್ದಾರೆ. ಕಪಿಮುಷ್ಠಿಯಲ್ಲಿದ್ದ ಅಪ್ರಾಪ್ತೆಯನ್ನು ರಕ್ಷಿಸಿದ್ದಾರೆ. ಆರೋಪಿಯ ವಿರುದ್ಧ ಪೋಕ್ಸೊ ಸೇರಿದಂತೆ ವಿವಿಧ ಕಲಂಗಳಡಿ ಪ್ರಕರಣ ದಾಖಲಿಸಲಾಗಿದೆ. ಹೆಚ್ಚಿನ ತನಿಖೆ ಮುಂದುವರಿದಿದೆ ಎಂದು ಪೊಲೀಸ್ ಅಧಿಕಾರಿಗಳು ತಿಳಿಸಿದ್ದಾರೆ. ಬಾಲಕಿಯನ್ನು ಪೋಷಕರ ವಶಕ್ಕೆ ಒಪ್ಪಿಸಲಾಗಿದೆ. [1048,561,1332,675]
mahatva-body: ಸಾಮಾಜಿಕ ಸಾಮರಸ್ಯ, ಕುಟುಂಬ ಪ್ರಬೋಧನ, ಪರಿಸರ ಸಂರಕ್ಷಣೆ, ಸ್ವದೇಶಿ ಜೀವನಶೈಲಿ ಹಾಗೂ ನಾಗರಿಕ ಶಿಸ್ತುಪಾಲನೆ ಕುರಿತು ಸಮಾಜೋತ್ಸವದಲ್ಲಿ ಜಾಗೃತಿ ಮೂಡಿಸಲಾಗುತ್ತದೆ. ಈ ಪಂಚ ವಿಷಯಗಳು ಭವಿಷ್ಯದ ಭಾರತ ನಿರ್ಮಾಣಕ್ಕೆ ಪ್ರಮುಖವಾಗಿದ್ದು, ಹೆಚ್ಚಿನ ಜಾಗೃತಿ ಮೂಡಿಸಲಾಗುತ್ತದೆ. ಕೆಲವು ಕಡೆಗಳಲ್ಲಿ ಗೋಪೂಜೆ, ಶೋಭಾಯಾತ್ರೆ, ಬೈಕ್‌ರ‍್ಯಾಲಿ, ಸ್ವದೇಶೀ ಉತ್ಪನ್ನಗಳ ಪ್ರದರ್ಶನ-ಮಾರಾಟ, ಸಾಂಸ್ಕೃತಿಕ-ದೇಶಭಕ್ತಿಯ ಕಾರ್ಯಕ್ರಮಗಳನ್ನು ಆಯೋಜಿಸಲಾಗಿದೆ ಎಂದು ನಾ.ತಿಪ್ಪೇಸ್ವಾಮಿ ಮಾಹಿತಿ ನೀಡಿದರು. [748,822,1026,892]
varuna-body: • ಮೈಸೂರು: ತಾಲೂಕಿನ ವರುಣಾ ಹೋಬಳಿಯ ಗ್ರಾಮವೊಂದರಲ್ಲಿ ಸರ್ಕಾರಿ ಕರ್ತವ್ಯದಲ್ಲಿದ್ದ ಮಹಿಳಾ ಅಧಿಕಾರಿಯನ್ನು ಸ್ಥಳೀಯ ಮುಖಂಡರೊಬ್ಬರು ಅವಾಚ್ಯ ಶಬ್ದಗಳಿಂದ ನಿಂದಿಸಿದ ಘಟನೆ ನಡೆದಿದೆ. ಗ್ರಾಮ ಪಂಚಾಯಿತಿ ವ್ಯಾಪ್ತಿಯ ಕಾಮಗಾರಿ ಪರಿಶೀಲನೆಗೆ ತೆರಳಿದ್ದ ವೇಳೆ ಈ ಕೃತ್ಯ ನಡೆದಿದ್ದು, ಘಟನೆ ಮೊಬೈಲ್‌ನಲ್ಲಿ ಸೆರೆಯಾಗಿದೆ. ಗ್ರಾಮದ ಮುಂದಿನ ಕಾಮಗಾರಿಗಳ ಗುಣಮಟ್ಟ ಪರಿಶೀಲಿಸುವ ವೇಳೆ ಮಾತಿನ ಚಕಮಕಿ ನಡೆದು ನಿಂದನೆಗೆ ತಿರುಗಿದೆ ಎನ್ನಲಾಗಿದೆ. ಈ ಬಗ್ಗೆ ಸಂಬಂಧಪಟ್ಟ ಠಾಣೆಯಲ್ಲಿ ದೂರು ದಾಖಲಾಗಿದ್ದು ಪೊಲೀಸರು ತನಿಖೆ ನಡೆಸುತ್ತಿದ್ದಾರೆ. ಮಹಿಳಾ ಅಧಿಕಾರಿಗೆ ನಿಂದನೆ ಮಾಡಿದವರ ವಿರುದ್ಧ ಕಠಿಣ ಕ್ರಮ ಕೈಗೊಳ್ಳಬೇಕು ಎಂದು ಅಧಿಕಾರಿಗಳ ಸಂಘ ಆಗ್ರಹಿಸಿದೆ. ಸರ್ಕಾರಿ ನೌಕರರ ಮೇಲೆ ನಡೆಯುತ್ತಿರುವ ಇಂತಹ ದೌರ್ಜನ್ಯ ಖಂಡನೀಯ ಎಂದು ಹೇಳಿದೆ. ಗ್ರಾಮಸ್ಥರು ಹಾಗೂ ಸಿಬ್ಬಂದಿ ಸಮ್ಮುಖದಲ್ಲೇ ನಡೆದ ಈ ಘಟನೆ ಕುರಿತು ಹಿರಿಯ ಅಧಿಕಾರಿಗಳು ವರದಿ ಕೇಳಿದ್ದಾರೆ. ಘಟನೆಯ ವಿಡಿಯೋ ಸಾಮಾಜಿಕ ಜಾಲತಾಣಗಳಲ್ಲಿ ಹರಿದಾಡುತ್ತಿದ್ದು, ಸಾರ್ವಜನಿಕ ವಲಯದಲ್ಲಿ ವ್ಯಾಪಕ ಆಕ್ರೋಶ ವ್ಯಕ್ತವಾಗಿದೆ. ನಿಂದನೆಗೆ ಒಳಗಾದ ಅಧಿಕಾರಿಗೆ ರಕ್ಷಣೆ ನೀಡುವಂತೆ ಸಿಬ್ಬಂದಿ ವರ್ಗ ಒತ್ತಾಯಿಸಿದೆ. ತಪ್ಪಿತಸ್ಥರ ವಿರುದ್ಧ ನಿರ್ದಾಕ್ಷಿಣ್ಯ ಕ್ರಮದ ಭರವಸೆಯನ್ನು ಜಿಲ್ಲಾಡಳಿತ ನೀಡಿದೆ. [902,178,1330,313]
zodiac-item: ♍ ಕನ್ಯಾ ಸಮತೋಲನ ಕಾಯ್ದುಕೊಳ್ಳಿ. ಪ್ರತಿಷ್ಠೆ ಹೆಚ್ಚುವ ಸುದ್ದಿ. ಕುಟುಂಬದ ಜತೆ ಸಂತಸದ ಕ್ಷಣ. ಆರೋಗ್ಯ ಉತ್ತಮ. [20,1221,116,1289]
hospital-photo-block [357,144,507,353]
date-block [1180,12,1300,45]
bellary-callout [234,1668,448,1768]
kidi-quote-1: ◈ ಇಂದು ಪತ್ರಿಕಾರಂಗದಲ್ಲಿ ತುಂಬಾ ಬದಲಾವಣೆ ಆಗಿದೆ. ಬರವಣಿಗೆಯಲ್ಲಿ ಜವಾಬ್ದಾರಿ ಮತ್ತು ವಾಸ್ತವಾಂಶ ಇರಬೇಕು – ಮಾಜಿ ಸಚಿವ ಜಯಪ್ರಕಾಶ್ ಹೆಗ್ಡೆ [30,599,218,636]
box-supervision: ಮೇಲಾಧಿಕಾರಿಗಳ ನಿಗಾ ಅಗತ್ಯ ಪೊಲೀಸ್ ಠಾಣೆಗಳಲ್ಲಿ ದಾಖಲಾಗುವ ದೂರುಗಳ ವಿಲೇವಾರಿ ಮೇಲೆ ಹಿರಿಯ ಅಧಿಕಾರಿಗಳು ನಿಗಾ ಇಡಬೇಕು. ಸಿಬ್ಬಂದಿ ವಿರುದ್ಧದ ದೂರುಗಳನ್ನು ಗಂಭೀರವಾಗಿ ಪರಿಗಣಿಸಿ ಶಿಸ್ತುಕ್ರಮ ಜರುಗಿಸಬೇಕು ಎಂದು ಸೂಚಿಸಲಾಗಿದೆ. [372,1140,498,1261]
box-reddy-support [692,1612,832,1864]
reddy-cheque-body: ನಗರದಲ್ಲಿ ನಡೆದ ಬ್ಯಾನರ್ ಗಲಾಟೆ ಪ್ರಕರಣದಲ್ಲಿ ಮೃತಪಟ್ಟ ರಾಜಶೇಖರ್ ರೆಡ್ಡಿ ಕುಟುಂಬಕ್ಕೆ 10 ಲಕ್ಷ ರೂ. ಚೆಕ್ ವಿತರಿಸಲಾಯಿತು. ನಿಮ್ಮ ಕಷ್ಟದಲ್ಲಿ ಜೊತೆಗಿದ್ದೇವೆ ಎಂದು ನಾಯಕರು ಭರವಸೆ ನೀಡಿದರು. [701,1920,823,1989]
photo-modi-train [650,1421,1030,1619]
box-action-note: ಮುಂದಿನ ದಿನಗಳಲ್ಲಿ ಇಂತಹ ಪ್ರಕರಣಗಳು ಮರುಕಳಿಸದಂತೆ ಕಟ್ಟುನಿಟ್ಟಿನ ಕ್ರಮ ವಹಿಸಲಾಗುವುದು. ಇಲಾಖೆಯ ಘನತೆ ಕಾಪಾಡುವುದು ಎಲ್ಲರ ಹೊಣೆ ಎಂದು ಹೇಳಿದರು. [508,1243,636,1319]
reddy-support-body: ಮಾಜಿ ಸಿಎಂಗಳಾದ ವಿಜಯೇಂದ್ರ, ವಿಶಿಷ್ಟ ನಾಯಕರಾದ ನಾರಾಯಣ ಸ್ವಾಮಿ, ಮಾಜಿ ಸಿಎಂ, ಮಾಜಿ ಡಿಸಿಎಂ ಗೋವಿಂದ ಕಾರಜೋಳ, ಎನ್.ರವಿಕುಮಾರ್, ದೊಡ್ಡನಗೌಡ, ಗಾಲಿ ಸೋಮಶೇಖರ ರೆಡ್ಡಿ, ಬಂಗಾರು ಹನುಮಂತು ಸೇರಿದಂತೆ ಅನೇಕರು ಸಮಾವೇಶಕ್ಕೆ ಸಾಕ್ಷಿಯಾಗಿ, ಶ್ರೀರಾಮುಲು ಅವರಿಗೆ ಸಾಥ್ ನೀಡಿದರು. [701,1656,823,1750]
kidnap-headline: ಅಪ್ರಾಪ್ತೆ ಅಪಹರಿಸಿದ ಆರೋಪಿ ಮತಾಂತರಕ್ಕೆ ಯತ್ನ: ಬಂಧನ [1048,517,1203,555]
article-bheemanna [1048,836,1332,1076]
registration-dots-center [575,1994,647,2009]
iran-body: ಪುಟ 1➤ ಈ ವಿಮಾನ ವಾಣಿಜ್ಯ ಸೇವೆಗೆ ಬಳಸುವ ವಿಮಾನವಾಗಿತ್ತು, ಭಾರತ ಸರ್ಕಾರದ ಔಪಚಾರಿಕ ಸ್ಥಳಾಂತರ ಕಾರ್ಯಾಚರಣೆಗೆ ಬಳಸುವ ವಿಮಾನವಾಗಿರಲಿಲ್ಲ. ಸರ್ಕಾರದ ಸಲಹೆ, ಮೇಲ್ವಿಚಾರಣೆ: ಇರಾನ್‌ನಲ್ಲಿರುವ ಭಾರತೀಯರು ಅಲ್ಲಿಂದ ಹೊರಡಲು ಲಭ್ಯವಿರುವ ವಾಣಿಜ್ಯ ವಿಮಾನಗಳನ್ನು ಬಳಸಬಹುದು ಎಂದು ಸಲಹೆ ನೀಡಲಾಗಿದೆ. ರಾಯಭಾರ ಕಚೇರಿ ನಿರಂತರ ಸಂಪರ್ಕದಲ್ಲಿದೆ. [840,1833,1141,1899]
city-label: ಬೆಂಗಳೂರು [1266,66,1311,80]
hospital-bb1: ನಿರ್ವಹಿಸಲಾಗುತ್ತದೆ. ಆಸ್ಪತ್ರೆಯ ಆಡಳಿತ ಮಂಡಳಿಯು ಸರ್ಕಾರಿ ಪ್ರತಿನಿಧಿಗಳನ್ನು ಹೊಂದಿರಲಿದೆ. ಜಮೀನನ್ನು ಗುತ್ತಿಗೆ ಪಡೆದು ಅಗತ್ಯ ಅನುಮೋದನೆಗಳನ್ನು ಗಳಿಸಿದ ನಂತರ 5 [186,409,346,461]
situation-title: ಹದಗೆಡುತ್ತಿರುವ ಪರಿಸ್ಥಿತಿ [1188,1840,1296,1856]
flame-icon [359,321,378,340]
horoscope-col-a [20,823,116,1296]
figure-shape [921,1466,967,1586]
zodiac-item: ♓ ಮೀನ ಸಾಧಾರಣ ದಿನ. ವ್ಯವಹಾರದಲ್ಲಿ ಎಚ್ಚರಿಕೆ ಇರಲಿ. ಒಳ್ಳೆಯ ನಿರ್ಧಾರಕ್ಕೆ ಸಕಾಲ. ದೇವರ ಧ್ಯಾನ ಮಾಡಿ. [132,1221,228,1289]
cancer-icon: ♋ [20,1070,42,1092]
poster-mark [629,738,647,764]
page-number: ೦೭ [259,53,287,80]
horoscope-grid [20,823,228,1296]
gulika-kala: ಗುಳಿಕಕಾಲ: 3.00–4.30 [20,1337,228,1360]
iran-subbody: ಇರಾನ್‌ನಲ್ಲಿರುವ ಭಾರತೀಯರು ಅಲ್ಲಿಂದ ಹೊರಡಲು ಲಭ್ಯವಿರುವ ವಾಣಿಜ್ಯ ವಿಮಾನಗಳನ್ನು ಬಳಸಬಹುದು ಎಂದು ಸಲಹೆ ನೀಡಲಾಗಿದೆ. ರಾಯಭಾರ ಕಚೇರಿ ನಿರಂತರ ಸಂಪರ್ಕದಲ್ಲಿದೆ. [840,1863,1140,1899]
bellary-callout-text: ಬ್ಯಾನರ್ ಗಲಾಟೆ ಪ್ರಕರಣದಲ್ಲಿ ಸ್ವಾಮಿ ಕಠಿಣ ಕ್ರಮ ಕೈಗೊಳ್ಳದ ರಾಜ್ಯ ಸರ್ಕಾರ; ಪೊಲೀಸರ ವಿಫಲತೆಗೆ ಆಕ್ರೋಶ. ರಾಜ್ಯದ ಜನತೆ ಪಾಠ ಕಲಿಸಲಿದ್ದಾರೆ [264,1669,448,1708]
samajotsava-intro-by: » ನಾ.ತಿಪ್ಪೇಸ್ವಾಮಿ, ಹಿಂದು ಸಮಾಜೋತ್ಸವ ಸಮಿತಿ ಮಾರ್ಗದರ್ಶಕ [722,587,926,599]
kidi-quote-1-by: – ಮಾಜಿ ಸಚಿವ ಜಯಪ್ರಕಾಶ್ ಹೆಗ್ಡೆ [30,624,135,636]
vande-bharat-subhead: ದೇಶದ ಮೊದಲ ವಂದೇ ಭಾರತ್ ಸ್ಲೀಪರ್ ರೈಲಿಗೆ ಹಸಿರು ನಿಶಾನೆ [840,1142,1007,1173]
railway-body: ಪಶ್ಚಿಮ ಬಂಗಾಳ ಮತ್ತು ಈಶಾನ್ಯ ವಲಯದಲ್ಲಿ ಸಂಪರ್ಕ ಹೆಚ್ಚಿಸುವ 3,250 ಕೋಟಿ ರೂ. ವೆಚ್ಚದ ರೈಲ್ವೆ ಮೂಲಸೌಕರ್ಯ ಯೋಜನೆಗಳಿಗೆ ಪ್ರಧಾನಿ ನರೇಂದ್ರ ಮೋದಿ ಚಾಲನೆ ನೀಡಿದರು. ಹೊಸ ಮಾರ್ಗಗಳ ವಿದ್ಯುದ್ದೀಕರಣ, ನಿಲ್ದಾಣಗಳ ಮೇಲ್ದರ್ಜೆ ಕಾಮಗಾರಿಗಳು ಇದರಲ್ಲಿ ಸೇರಿವೆ. ದೇಶದ ಮೊದಲ ವಂದೇ ಭಾರತ್ ಸ್ಲೀಪರ್ ರೈಲಿಗೆ ಹಸಿರು ನಿಶಾನೆ ತೋರಲಾಯಿತು. ಬೆಂಗಳೂರು ಸೇರಿದಂತೆ ಪ್ರಮುಖ ನಗರಗಳ ನಡುವೆ ರೈಲು ಸಂಪರ್ಕ ಮತ್ತಷ್ಟು ಬಲಗೊಳ್ಳಲಿದೆ. ಬಡವರು, ಮಧ್ಯಮ ವರ್ಗದ ಪ್ರಯಾಣಿಕರಿಗೆ ಅನುಕೂಲವಾಗುವಂತೆ ಟಿಕೆಟ್ ದರ ನಿಗದಿ ಮಾಡಲಾಗುವುದು. ಮುಂಬರುವ ದಿನಗಳಲ್ಲಿ ಇನ್ನಷ್ಟು ಯೋಜನೆಗಳ ಘೋಷಣೆ ಆಗಲಿದೆ ಎಂದು ಹೇಳಿದರು. ರೈಲ್ವೆ ಜಾಲದ ವಿಸ್ತರಣೆ ದೇಶದ ಅಭಿವೃದ್ಧಿಗೆ ವೇಗ ನೀಡಲಿದೆ ಎಂದು ಪ್ರಧಾನಿ ಹೇಳಿದರು. [1047,1211,1323,1309]
col-separator [893,96,894,500]
police88-col1: ಪುಟ 1➤ ವಿಶೇಷವಾಗಿ ದುರ್ಬಲರಿಗೆ ರಕ್ಷಣೆ ನೀಡಬೇಕು. ಬಡವರಿಗೆ ಕಿರುಕುಳ ನೀಡುವವರ ವಿರುದ್ಧ ನಿರ್ದಾಕ್ಷಿಣ್ಯ ಕ್ರಮ ಜರುಗಿಸಬೇಕು ಎಂದು ಸೂಚಿಸಲಾಗಿದೆ. ಪೊಲೀಸರು ಭಾಗಿಯಾಗಿರುವ ಪ್ರಕರಣಗಳ ಕುರಿತು ವರದಿ ತರಿಸಿಕೊಳ್ಳಲಾಗಿದ್ದು, ಸುಲಿಗೆ, ದರೋಡೆ, ಅಪಹರಣ ಮುಂತಾದ ಗಂಭೀರ ಪ್ರಕರಣಗಳಲ್ಲಿ ಸಿಬ್ಬಂದಿ ಶಾಮೀಲಾಗಿರುವುದು ತನಿಖೆಯಿಂದ ಬೆಳಕಿಗೆ ಬಂದಿದೆ. ಯುವಜನರನ್ನು ದುಶ್ಚಟಗಳಿಂದ ರಕ್ಷಿಸುವ ಹೊಣೆ ಇಲಾಖೆಯ ಮೇಲಿದೆ ಎಂದರು. ಠಾಣೆಗಳಲ್ಲಿ ಸಾರ್ವಜನಿಕರ ದೂರುಗಳನ್ನು ನಿರ್ಲಕ್ಷಿಸದಂತೆ ಎಚ್ಚರಿಕೆ ನೀಡಲಾಗಿದೆ. [240,1141,362,1316]
poster-mark [449,738,467,764]
flame-icon [100,13,124,37]
samajotsava-kicker: ಸಮಾಜವನ್ನು ಒಗ್ಗೂಡಿಸುವಲ್ಲಿ ಹಿಂದು ಸಮಾಜೋತ್ಸವ ಮಹತ್ತರ ಪಾತ್ರ: ನಾ.ತಿಪ್ಪೇಸ್ವಾಮಿ [240,516,644,533]
rajivgowda-subhead: ರಾಜೀವ್‌ಗೌಡ ವಿರುದ್ಧ ಕ್ರಮ [508,1140,620,1155]
paper-name: ಹೊಸ ದಿಗಂತ [132,8,257,41]
box-situation [1152,1832,1332,1998]
kidi-quote-2: -ಪತ್ರಿಕಾ ಧರ್ಮ ಅಂತ ಇದ್ದಾಗ ಅಂಥಾ ಆದರ್ಶಕ್ಕೆ ಅಂದು ಅವಕಾಶವಿತ್ತು. ಈಗಿನ ಪತ್ರಿಕೋದ್ಯಮ, ಉದ್ಯಮ ಉದ್ದೇಶ ಹಣ ಮಾಡುವುದು! [30,640,218,678]
col-separator [641,1092,642,1592]
bheemanna-headline: ಬಾರದೂರಿಗೆ ಭೀಮಣ್ಣ ಪಯಣ [1048,837,1204,854]
photo-banner-strip: ಸೂಪರ್ ಸ್ಪೆಷಾಲಿಟಿ ಹಾಗೂ ಅಂಗಾಂಗ ಕಸಿ ಆಸ್ಪತ್ರೆ [358,145,507,160]
samajotsava-sub3: ವಿಷಯ ತಜ್ಞರು ವಿವಿಧ ವಿಷಯಗಳ ಕುರಿತು ಮಾತನಾಡಲಿದ್ದಾರೆ. ಧರ್ಮ, ಸಂಸ್ಕೃತಿ, ಸಮಾಜ, ರಾಷ್ಟ್ರ –ಮುಂತಾದ [636,1004,850,1029]
article-udupi [840,1618,1332,1768]
railway-title: 3,250 ಕೋಟಿ ರೂ. ವೆಚ್ಚದ ರೈಲ್ವೆ ಯೋಜನೆಗೆ ಚಾಲನೆ [1047,1150,1297,1189]
box-reddy-cheque [692,1866,832,2009]
horoscope-header: ದಿನ ಭವಿಷ್ಯ [20,782,228,813]
scorpio-icon: ♏ [132,909,154,931]
hospital-bb4: ಗುಡಮಾದನಹಳ್ಳಿಯಲ್ಲಿ ಮಾದರಿ ಆಸ್ಪತ್ರೆ ನಿರ್ಮಾಣ ಕಾರ್ಯ ನಡೆಯಲಿದೆ. ಈ ಕೃತ್ಯ ಮೊಬೈಲ್‌ನಲ್ಲಿ ಸೆರೆಯಾಗಿದ್ದು, ಮಾದರಿ ಆಸ್ಪತ್ರೆ ನಿರ್ಮಾಣದ ಬಗ್ಗೆ ಅಧಿಕಾರಿಗಳು ಮಾಹಿತಿ ನೀಡಿದರು. [717,385,872,437]
section-title: ಕರ್ನಾಟಕ [629,10,751,57]
situation-body: ಪುಟ 1➤ ಅಲ್ಲಿನ ಪರಿಸ್ಥಿತಿ ಕೆಟ್ಟದಾಗಿದೆ. ಭಾರತ ಸರ್ಕಾರ ಸಾಕಷ್ಟು ಸಹಕಾರ ನೀಡುತ್ತಿದೆ. ಪರಿಸ್ಥಿತಿ ಸುಧಾರಿಸುವವರೆಗೆ ಕಾಯಬೇಕಾಗಿದೆ ಎಂದು ಹೇಳಿದರು. [1161,1862,1323,1898]
page-ref: ಪುಟ 1➤ [1048,861,1083,872]
